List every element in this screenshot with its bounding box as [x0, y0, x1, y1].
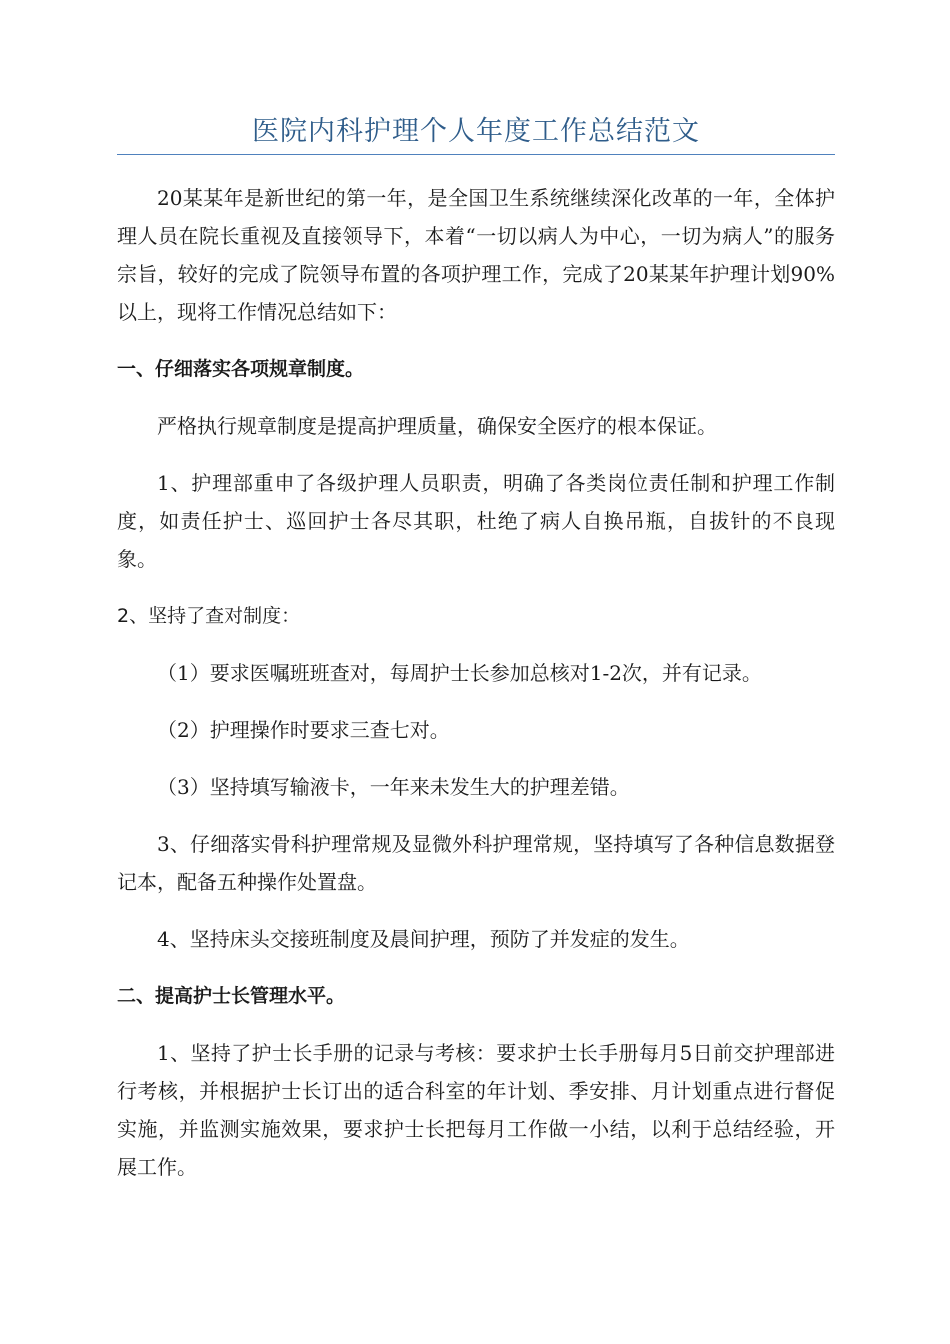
section-1-sub-1: （1）要求医嘱班班查对，每周护士长参加总核对1-2次，并有记录。: [157, 661, 762, 685]
section-1-heading: 一、仔细落实各项规章制度。: [117, 358, 365, 380]
document-page: [117, 112, 835, 1205]
section-1-item-1: 1、护理部重申了各级护理人员职责，明确了各类岗位责任制和护理工作制度，如责任护士、巡回护士各尽其职，杜绝了病人自换吊瓶，自拔针的不良现象。: [117, 471, 835, 571]
section-2-heading: 二、提高护士长管理水平。: [117, 985, 346, 1007]
section-1-lead: 严格执行规章制度是提高护理质量，确保安全医疗的根本保证。: [157, 414, 717, 438]
section-1-sub-2: （2）护理操作时要求三查七对。: [157, 718, 450, 742]
title-underline: [117, 154, 835, 155]
document-title: 医院内科护理个人年度工作总结范文: [252, 116, 700, 147]
section-2-item-1: 1、坚持了护士长手册的记录与考核：要求护士长手册每月5日前交护理部进行考核，并根据护士长订出的适合科室的年计划、季安排、月计划重点进行督促实施，并监测实施效果，要求护士长把每月工作做一小结，以利于总结经验，开展工作。: [117, 1041, 835, 1179]
section-1-sub-3: （3）坚持填写输液卡，一年来未发生大的护理差错。: [157, 775, 630, 799]
section-1-item-4: 4、坚持床头交接班制度及晨间护理，预防了并发症的发生。: [157, 927, 690, 951]
intro-paragraph: 20某某年是新世纪的第一年，是全国卫生系统继续深化改革的一年，全体护理人员在院长重视及直接领导下，本着“一切以病人为中心，一切为病人”的服务宗旨，较好的完成了院领导布置的各项护理工作，完成了20某某年护理计划90%以上，现将工作情况总结如下：: [117, 186, 835, 324]
section-1-item-3: 3、仔细落实骨科护理常规及显微外科护理常规，坚持填写了各种信息数据登记本，配备五种操作处置盘。: [117, 832, 835, 894]
section-1-item-2: 2、坚持了查对制度：: [117, 605, 301, 627]
